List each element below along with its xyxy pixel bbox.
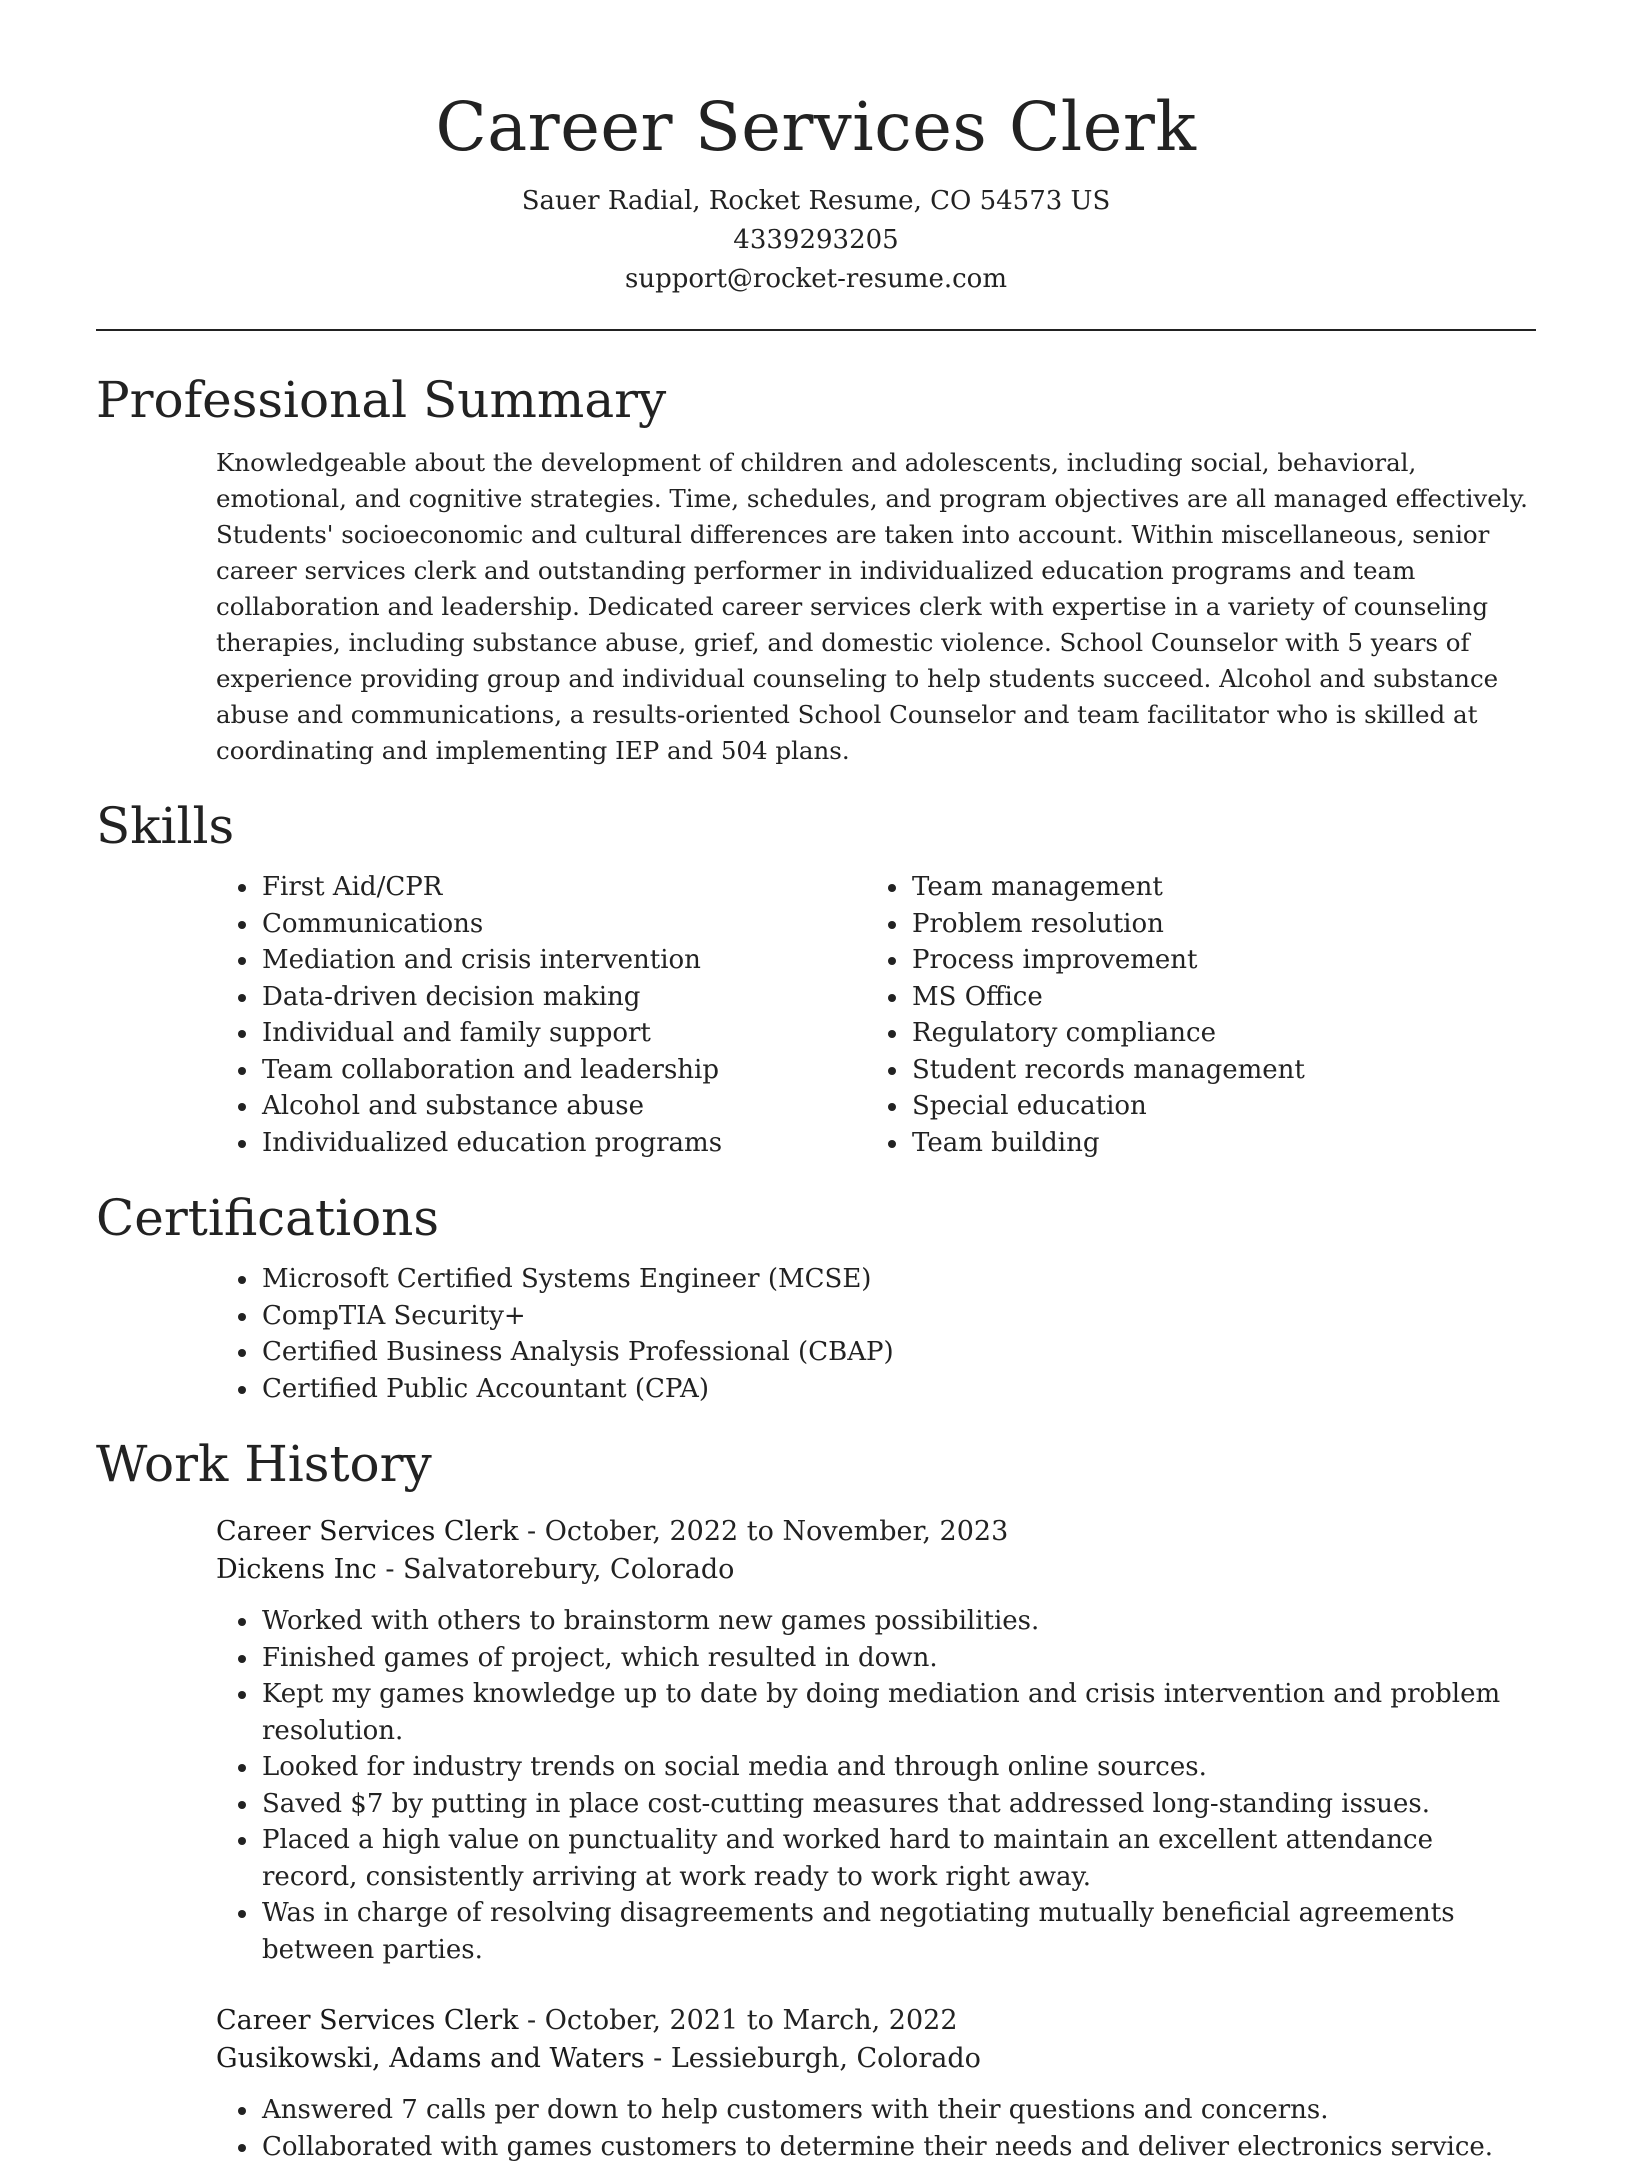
skill-item: • Communications <box>260 906 910 943</box>
job-bullets <box>216 2092 1536 2165</box>
job-entry <box>216 1513 1536 1968</box>
section-heading-certifications: Certifications <box>96 1183 1536 1253</box>
job-company-line: Dickens Inc - Salvatorebury, Colorado <box>216 1551 1536 1589</box>
job-bullets <box>216 1603 1536 1968</box>
job-bullet: • Kept my games knowledge up to date by doing mediation and crisis intervention and problem resolution. <box>260 1676 1536 1749</box>
job-entry <box>216 2002 1536 2165</box>
job-company-line: Gusikowski, Adams and Waters - Lessieburgh, Colorado <box>216 2040 1536 2078</box>
contact-phone: 4339293205 <box>96 221 1536 260</box>
job-bullet: • Answered 7 calls per down to help customers with their questions and concerns. <box>260 2092 1536 2129</box>
job-bullet: • Was in charge of resolving disagreements and negotiating mutually beneficial agreements between parties. <box>260 1895 1536 1968</box>
certification-item: • Microsoft Certified Systems Engineer (MCSE) <box>260 1261 1536 1298</box>
job-location: Salvatorebury, Colorado <box>403 1554 734 1585</box>
skill-item: • Individualized education programs <box>260 1125 910 1162</box>
skill-item: • Mediation and crisis intervention <box>260 942 910 979</box>
job-company: Dickens Inc <box>216 1554 377 1585</box>
certification-item: • Certified Public Accountant (CPA) <box>260 1371 1536 1408</box>
job-title: Career Services Clerk <box>216 2005 518 2036</box>
contact-block <box>96 182 1536 299</box>
skill-item: • Special education <box>910 1088 1560 1125</box>
skill-item: • Individual and family support <box>260 1015 910 1052</box>
job-dates: October, 2021 to March, 2022 <box>545 2005 958 2036</box>
summary-text: Knowledgeable about the development of children and adolescents, including social, behavioral, emotional, and cognitive strategies. Time, schedules, and program objectives are all managed effectively. Students' socioeconomic and cultural differences are taken into account. Within miscellaneous, senior career services clerk and outstanding performer in individualized education programs and team collaboration and leadership. Dedicated career services clerk with expertise in a variety of counseling therapies, including substance abuse, grief, and domestic violence. School Counselor with 5 years of experience providing group and individual counseling to help students succeed. Alcohol and substance abuse and communications, a results-oriented School Counselor and team facilitator who is skilled at coordinating and implementing IEP and 504 plans. <box>216 445 1536 769</box>
certification-item: • CompTIA Security+ <box>260 1298 1536 1335</box>
job-title-line: Career Services Clerk - October, 2021 to March, 2022 <box>216 2002 1536 2040</box>
section-heading-summary: Professional Summary <box>96 365 1536 435</box>
job-bullet: • Collaborated with games customers to determine their needs and deliver electronics service. <box>260 2129 1536 2165</box>
job-bullet: • Finished games of project, which resulted in down. <box>260 1640 1536 1677</box>
skill-item: • Data-driven decision making <box>260 979 910 1016</box>
job-bullet: • Placed a high value on punctuality and worked hard to maintain an excellent attendance record, consistently arriving at work ready to work right away. <box>260 1822 1536 1895</box>
contact-email[interactable]: support@rocket-resume.com <box>96 260 1536 299</box>
certifications-list <box>96 1261 1536 1407</box>
skills-column-1 <box>96 869 910 1161</box>
resume-header <box>96 0 1536 299</box>
resume-name: Career Services Clerk <box>96 82 1536 172</box>
skill-item: • Team building <box>910 1125 1560 1162</box>
skill-item: • First Aid/CPR <box>260 869 910 906</box>
skills-list <box>96 861 1536 1161</box>
section-heading-work-history: Work History <box>96 1429 1536 1499</box>
skill-item: • MS Office <box>910 979 1560 1016</box>
job-bullet: • Saved $7 by putting in place cost-cutting measures that addressed long-standing issues. <box>260 1786 1536 1823</box>
job-bullet: • Worked with others to brainstorm new games possibilities. <box>260 1603 1536 1640</box>
contact-address: Sauer Radial, Rocket Resume, CO 54573 US <box>96 182 1536 221</box>
skill-item: • Problem resolution <box>910 906 1560 943</box>
skills-column-2 <box>910 869 1560 1161</box>
skill-item: • Team management <box>910 869 1560 906</box>
skill-item: • Team collaboration and leadership <box>260 1052 910 1089</box>
skill-item: • Regulatory compliance <box>910 1015 1560 1052</box>
section-heading-skills: Skills <box>96 791 1536 861</box>
skill-item: • Student records management <box>910 1052 1560 1089</box>
job-dates: October, 2022 to November, 2023 <box>545 1516 1009 1547</box>
job-title-line: Career Services Clerk - October, 2022 to November, 2023 <box>216 1513 1536 1551</box>
header-divider <box>96 329 1536 331</box>
skill-item: • Process improvement <box>910 942 1560 979</box>
job-company: Gusikowski, Adams and Waters <box>216 2043 645 2074</box>
job-title: Career Services Clerk <box>216 1516 518 1547</box>
skill-item: • Alcohol and substance abuse <box>260 1088 910 1125</box>
job-location: Lessieburgh, Colorado <box>671 2043 981 2074</box>
certification-item: • Certified Business Analysis Professional (CBAP) <box>260 1334 1536 1371</box>
job-bullet: • Looked for industry trends on social media and through online sources. <box>260 1749 1536 1786</box>
